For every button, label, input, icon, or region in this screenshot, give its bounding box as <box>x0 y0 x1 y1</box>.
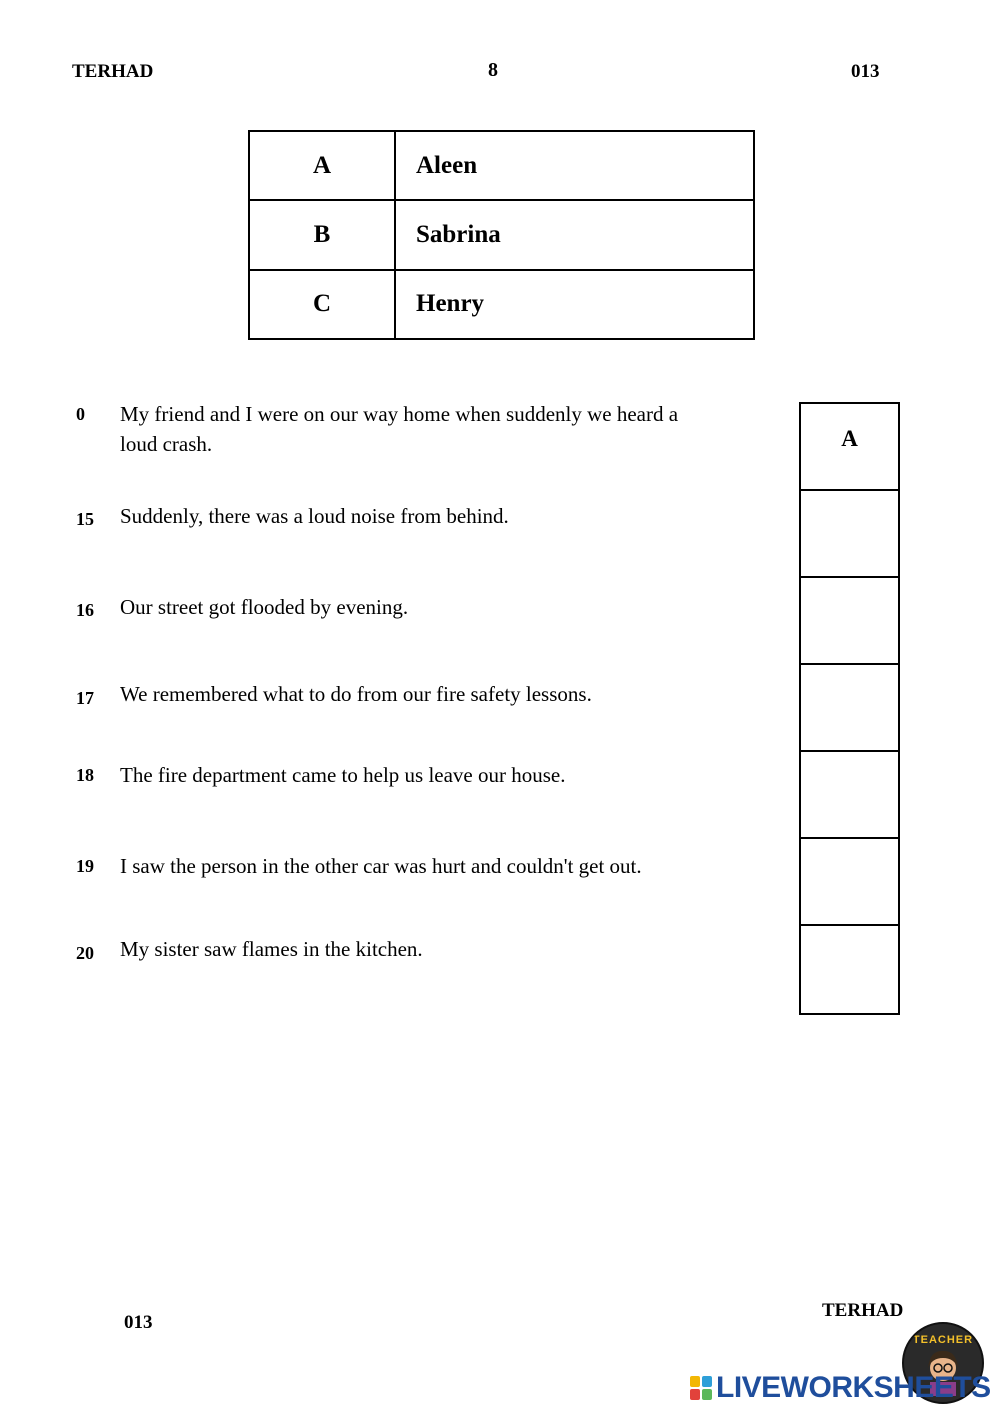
header-left-label: TERHAD <box>72 61 154 82</box>
badge-label: TEACHER <box>912 1334 974 1346</box>
question-text: Suddenly, there was a loud noise from behind. <box>120 504 509 528</box>
names-row <box>249 131 754 200</box>
question-number: 0 <box>76 404 85 424</box>
liveworksheets-icon <box>690 1376 712 1400</box>
question-text: We remembered what to do from our fire safety lessons. <box>120 682 592 706</box>
question-text: Our street got flooded by evening. <box>120 595 409 619</box>
answer-box-18[interactable] <box>801 752 898 839</box>
names-letter: A <box>249 131 395 200</box>
names-letter: B <box>249 200 395 269</box>
question-number: 17 <box>76 688 94 708</box>
liveworksheets-text: LIVEWORKSHEETS <box>716 1371 991 1404</box>
names-name: Sabrina <box>395 200 754 269</box>
question-number: 15 <box>76 509 94 529</box>
logo-square <box>702 1376 712 1387</box>
names-name: Henry <box>395 270 754 339</box>
answer-box-example: A <box>801 404 898 491</box>
question-number: 16 <box>76 600 94 620</box>
logo-square <box>690 1376 700 1387</box>
question-number: 18 <box>76 765 94 785</box>
names-letter: C <box>249 270 395 339</box>
logo-square <box>690 1389 700 1400</box>
question-number: 19 <box>76 856 94 876</box>
footer-left-code: 013 <box>124 1312 153 1333</box>
question-text: The fire department came to help us leave our house. <box>120 763 566 787</box>
logo-square <box>702 1389 712 1400</box>
answer-box-19[interactable] <box>801 839 898 926</box>
question-text: My friend and I were on our way home when suddenly we heard a loud crash. <box>120 402 679 456</box>
footer-right-label: TERHAD <box>822 1300 904 1321</box>
page-number: 8 <box>488 59 498 81</box>
names-row <box>249 200 754 269</box>
liveworksheets-logo[interactable] <box>690 1373 991 1403</box>
question-text: My sister saw flames in the kitchen. <box>120 937 423 961</box>
names-row <box>249 270 754 339</box>
question-text: I saw the person in the other car was hurt and couldn't get out. <box>120 854 642 878</box>
header-right-code: 013 <box>851 61 880 82</box>
names-table <box>248 130 755 340</box>
answer-box-17[interactable] <box>801 665 898 752</box>
names-name: Aleen <box>395 131 754 200</box>
question-number: 20 <box>76 943 94 963</box>
answer-box-16[interactable] <box>801 578 898 665</box>
answer-box-20[interactable] <box>801 926 898 1013</box>
answer-box-15[interactable] <box>801 491 898 578</box>
answer-column <box>799 402 900 1015</box>
